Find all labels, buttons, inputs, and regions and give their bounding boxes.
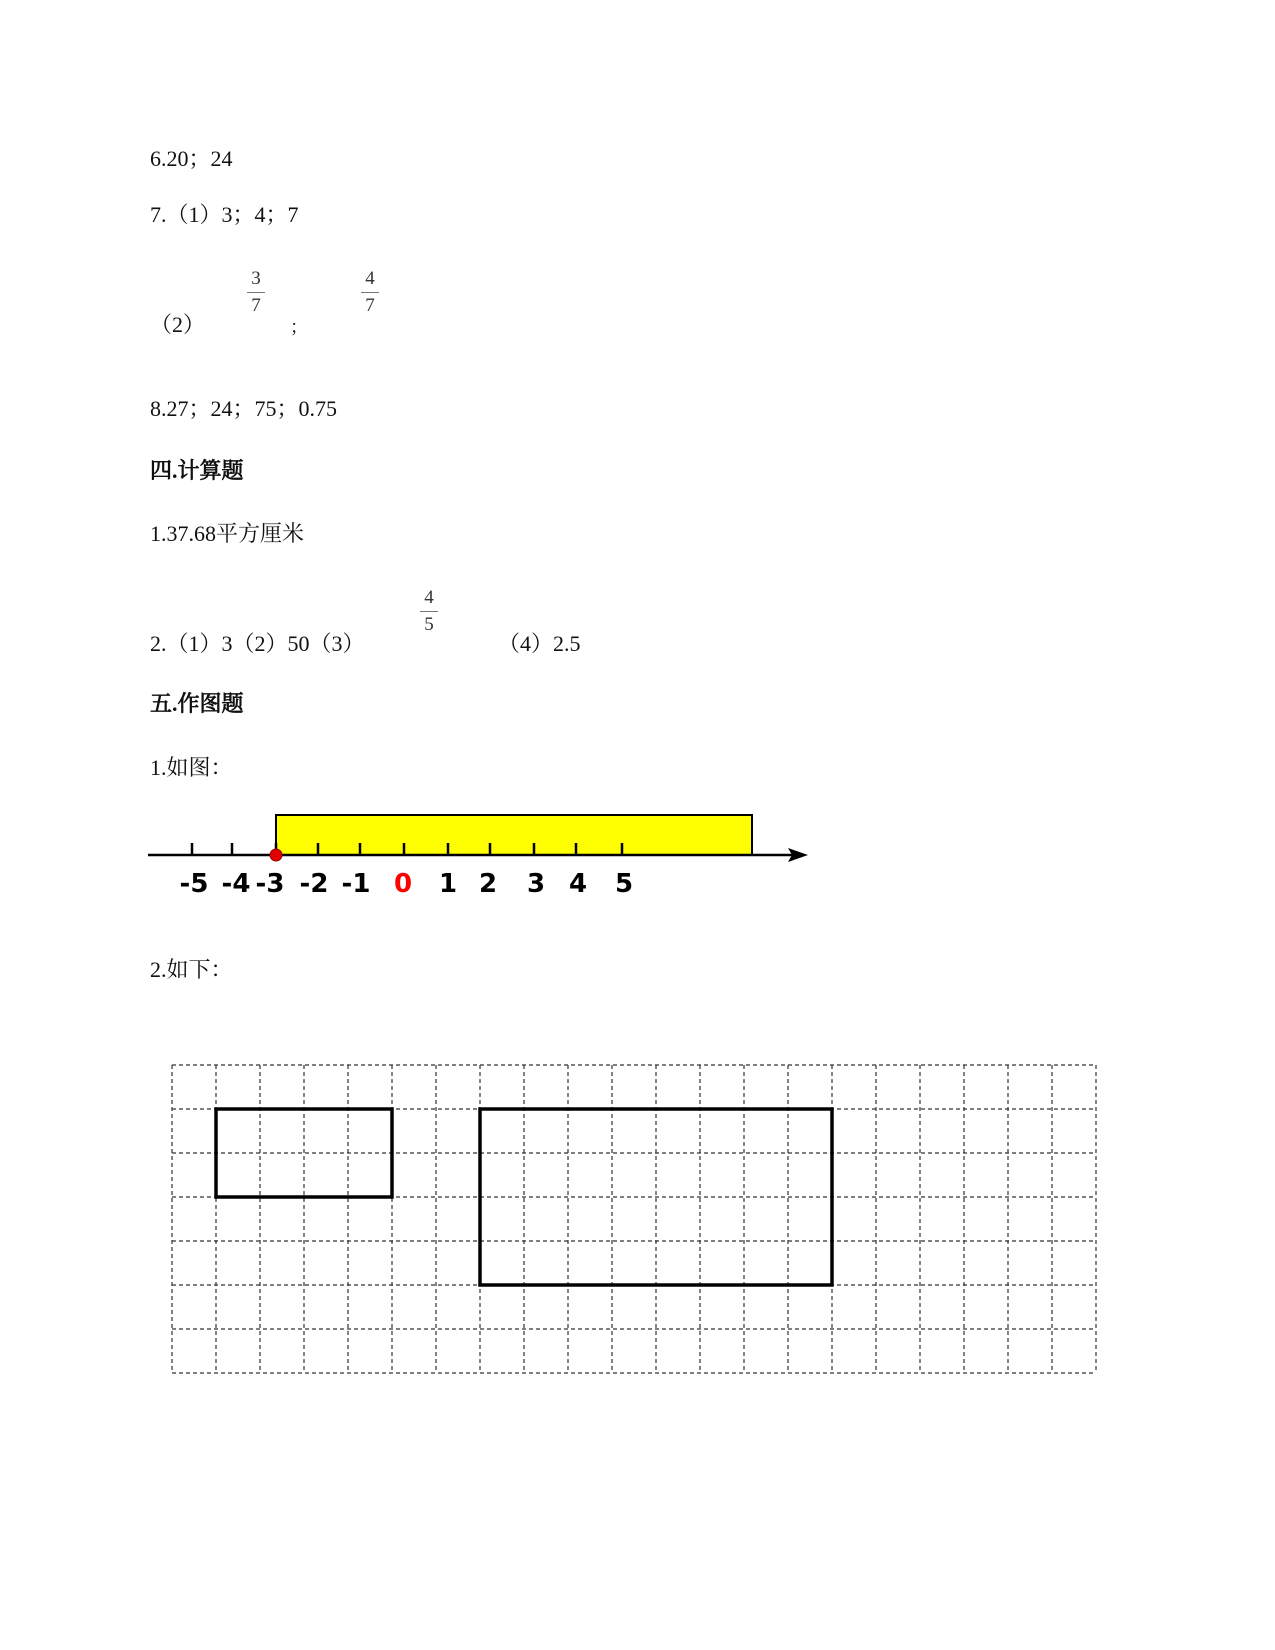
answer-7-1: 7.（1）3；4；7 [150, 202, 299, 227]
tick-label: 2 [478, 869, 498, 899]
number-line-figure [148, 800, 848, 930]
answer-6: 6.20；24 [150, 146, 233, 171]
drawing-answer-1: 1.如图： [150, 755, 233, 780]
tick-label: 3 [526, 869, 546, 899]
calc-answer-2-suffix: （4）2.5 [498, 631, 581, 656]
fraction-denominator: 7 [365, 295, 375, 316]
drawing-answer-2: 2.如下： [150, 957, 233, 982]
fraction-numerator: 4 [365, 268, 375, 289]
fraction-numerator: 3 [251, 268, 261, 289]
fraction-4-5 [417, 587, 441, 636]
fraction-bar [420, 611, 438, 612]
highlight-region [276, 815, 752, 855]
tick-label: 4 [568, 869, 588, 899]
tick-label: -4 [221, 869, 251, 899]
calc-answer-2-prefix: 2.（1）3（2）50（3） [150, 631, 365, 656]
tick-label: -5 [179, 869, 209, 899]
point-marker [270, 849, 282, 861]
tick-label: 0 [393, 869, 413, 899]
tick-label: -2 [299, 869, 329, 899]
grid-figure [170, 1063, 1098, 1408]
fraction-numerator: 4 [424, 587, 434, 608]
fraction-bar [361, 292, 379, 293]
answer-7-2-separator: ； [290, 317, 308, 337]
fraction-bar [247, 292, 265, 293]
calc-answer-1: 1.37.68平方厘米 [150, 521, 305, 546]
tick-label: -1 [341, 869, 371, 899]
section-5-title: 五.作图题 [150, 691, 244, 716]
fraction-3-7 [244, 268, 268, 317]
section-4-title: 四.计算题 [150, 458, 244, 483]
fraction-denominator: 7 [251, 295, 261, 316]
answer-7-2-label: （2） [150, 312, 206, 337]
tick-label: -3 [255, 869, 285, 899]
answer-8: 8.27；24；75；0.75 [150, 396, 338, 421]
tick-label: 1 [438, 869, 458, 899]
tick-label: 5 [614, 869, 634, 899]
fraction-denominator: 5 [424, 614, 434, 635]
fraction-4-7 [358, 268, 382, 317]
